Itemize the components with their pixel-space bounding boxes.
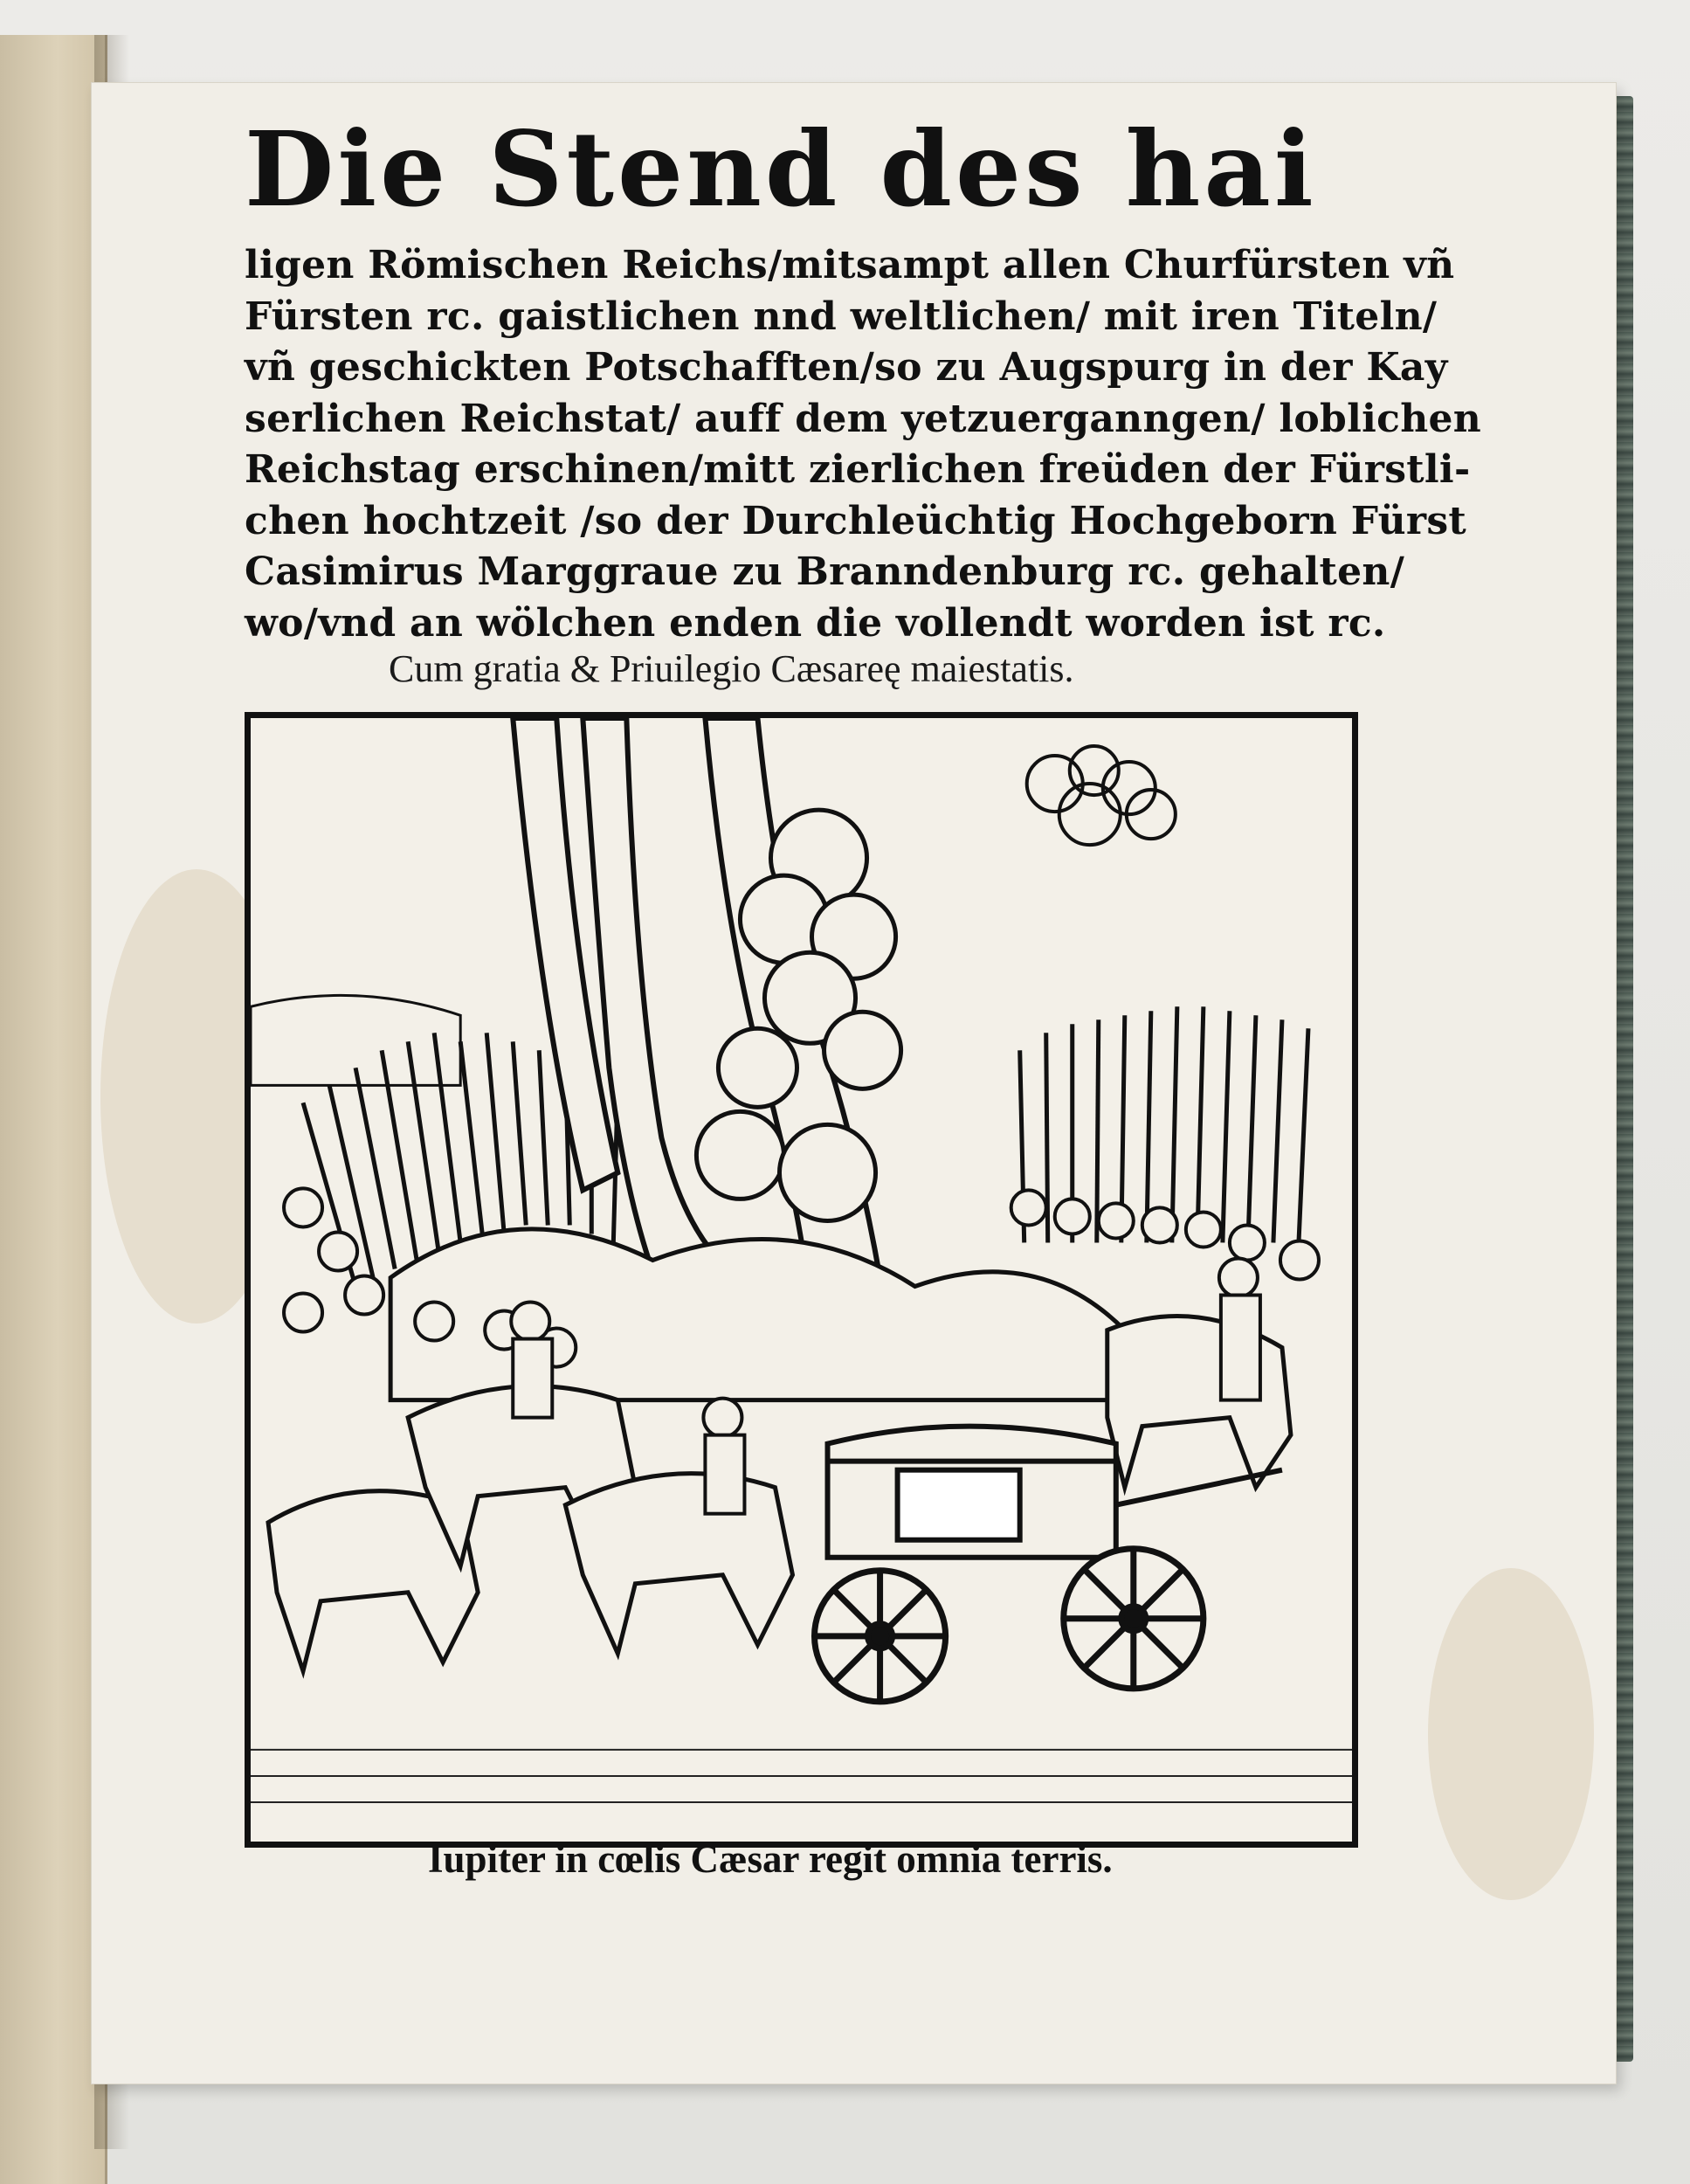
carriage-wheel-left	[815, 1571, 946, 1702]
carriage	[828, 1427, 1282, 1558]
title-block	[245, 108, 1482, 649]
title-line: Reichstag erschinen/mitt zierlichen freüden der Fürstli-	[245, 447, 1471, 492]
ground-hatching	[251, 1750, 1352, 1802]
title-line: chen hochtzeit /so der Durchleüchtig Hochgeborn Fürst	[245, 498, 1467, 543]
carriage-wheel-right	[1064, 1549, 1204, 1689]
title-line: Fürsten rc. gaistlichen nnd weltlichen/ mit iren Titeln/	[245, 294, 1438, 339]
paper-stain	[1428, 1568, 1594, 1900]
title-line: wo/vnd an wölchen enden die vollendt worden ist rc.	[245, 600, 1386, 646]
woodcut-illustration	[245, 712, 1358, 1848]
privilege-line: Cum gratia & Priuilegio Cæsareę maiestatis.	[389, 647, 1074, 690]
title-line: serlichen Reichstat/ auff dem yetzuerganngen/ loblichen	[245, 396, 1482, 441]
title-line: vñ geschickten Potschafften/so zu Augspurg in der Kay	[245, 345, 1448, 390]
title-line: ligen Römischen Reichs/mitsampt allen Churfürsten vñ	[245, 243, 1455, 287]
title-lines	[245, 240, 1482, 649]
headline: Die Stend des hai	[245, 108, 1317, 230]
woodcut-svg	[251, 718, 1352, 1842]
motto-line: Iupiter in cœlis Cæsar regit omnia terris.	[428, 1837, 1113, 1881]
title-line: Casimirus Marggraue zu Branndenburg rc. gehalten/	[245, 549, 1405, 594]
cloud	[1027, 746, 1176, 845]
